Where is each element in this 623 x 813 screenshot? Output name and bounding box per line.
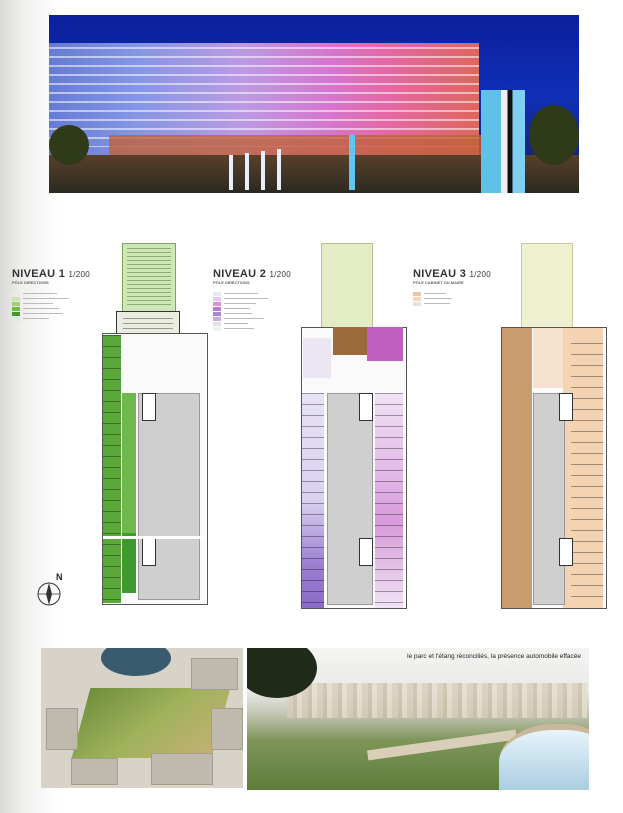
level-2-floor-plan	[297, 243, 409, 613]
park-perspective-render	[247, 648, 589, 790]
roof-garden	[321, 243, 373, 329]
level-1-header	[12, 268, 90, 321]
cabinet-wing-left	[502, 328, 532, 608]
level-1-title: NIVEAU 1	[12, 268, 66, 280]
stair-core	[142, 393, 156, 421]
light-bollard	[245, 153, 249, 190]
office-wing-mid-lower	[122, 533, 136, 593]
central-atrium	[327, 393, 373, 605]
level-1-scale: 1/200	[68, 270, 91, 279]
level-2-title: NIVEAU 2	[213, 268, 267, 280]
level-2-header	[213, 268, 291, 331]
level-1-floor-plan	[98, 243, 210, 613]
level-1-subtitle: PÔLE DIRECTIONS	[12, 280, 49, 285]
level-3-scale: 1/200	[469, 270, 492, 279]
tree	[529, 105, 579, 165]
central-atrium	[138, 393, 200, 600]
level-3-title: NIVEAU 3	[413, 268, 467, 280]
aerial-masterplan-image	[41, 648, 243, 788]
light-totem	[349, 135, 355, 190]
pond	[101, 648, 171, 676]
north-arrow-icon	[36, 574, 62, 608]
light-bollard	[261, 151, 265, 190]
stair-core	[359, 393, 373, 421]
building-night-photo	[49, 15, 579, 193]
render-caption: le parc et l'étang réconciliés, la présence automobile effacée	[407, 653, 581, 660]
stair-core	[142, 538, 156, 566]
auditorium-seating	[122, 243, 176, 313]
light-bollard	[277, 149, 281, 190]
level-3-header	[413, 268, 491, 306]
office-wing	[303, 338, 331, 378]
director-office	[333, 327, 367, 355]
level-2-subtitle: PÔLE DIRECTIONS	[213, 280, 250, 285]
roof-garden	[521, 243, 573, 329]
reception-area	[533, 328, 563, 388]
facade-louvers	[49, 47, 479, 147]
central-atrium	[533, 393, 565, 605]
directorate-area	[367, 327, 403, 361]
stair-core	[559, 538, 573, 566]
cityscape	[287, 683, 587, 718]
promenade	[367, 730, 517, 761]
level-3-floor-plan	[497, 243, 609, 613]
signal-totem	[481, 90, 525, 193]
level-2-scale: 1/200	[269, 270, 292, 279]
light-bollard	[229, 155, 233, 190]
level-2-legend	[213, 291, 291, 331]
stair-core	[559, 393, 573, 421]
level-3-subtitle: PÔLE CABINET DU MAIRE	[413, 280, 464, 285]
park-area	[72, 688, 231, 758]
north-label: N	[56, 572, 63, 582]
stair-core	[359, 538, 373, 566]
office-wing-mid	[122, 393, 136, 533]
level-3-legend	[413, 291, 491, 306]
level-1-legend	[12, 291, 90, 321]
tree	[49, 125, 89, 165]
